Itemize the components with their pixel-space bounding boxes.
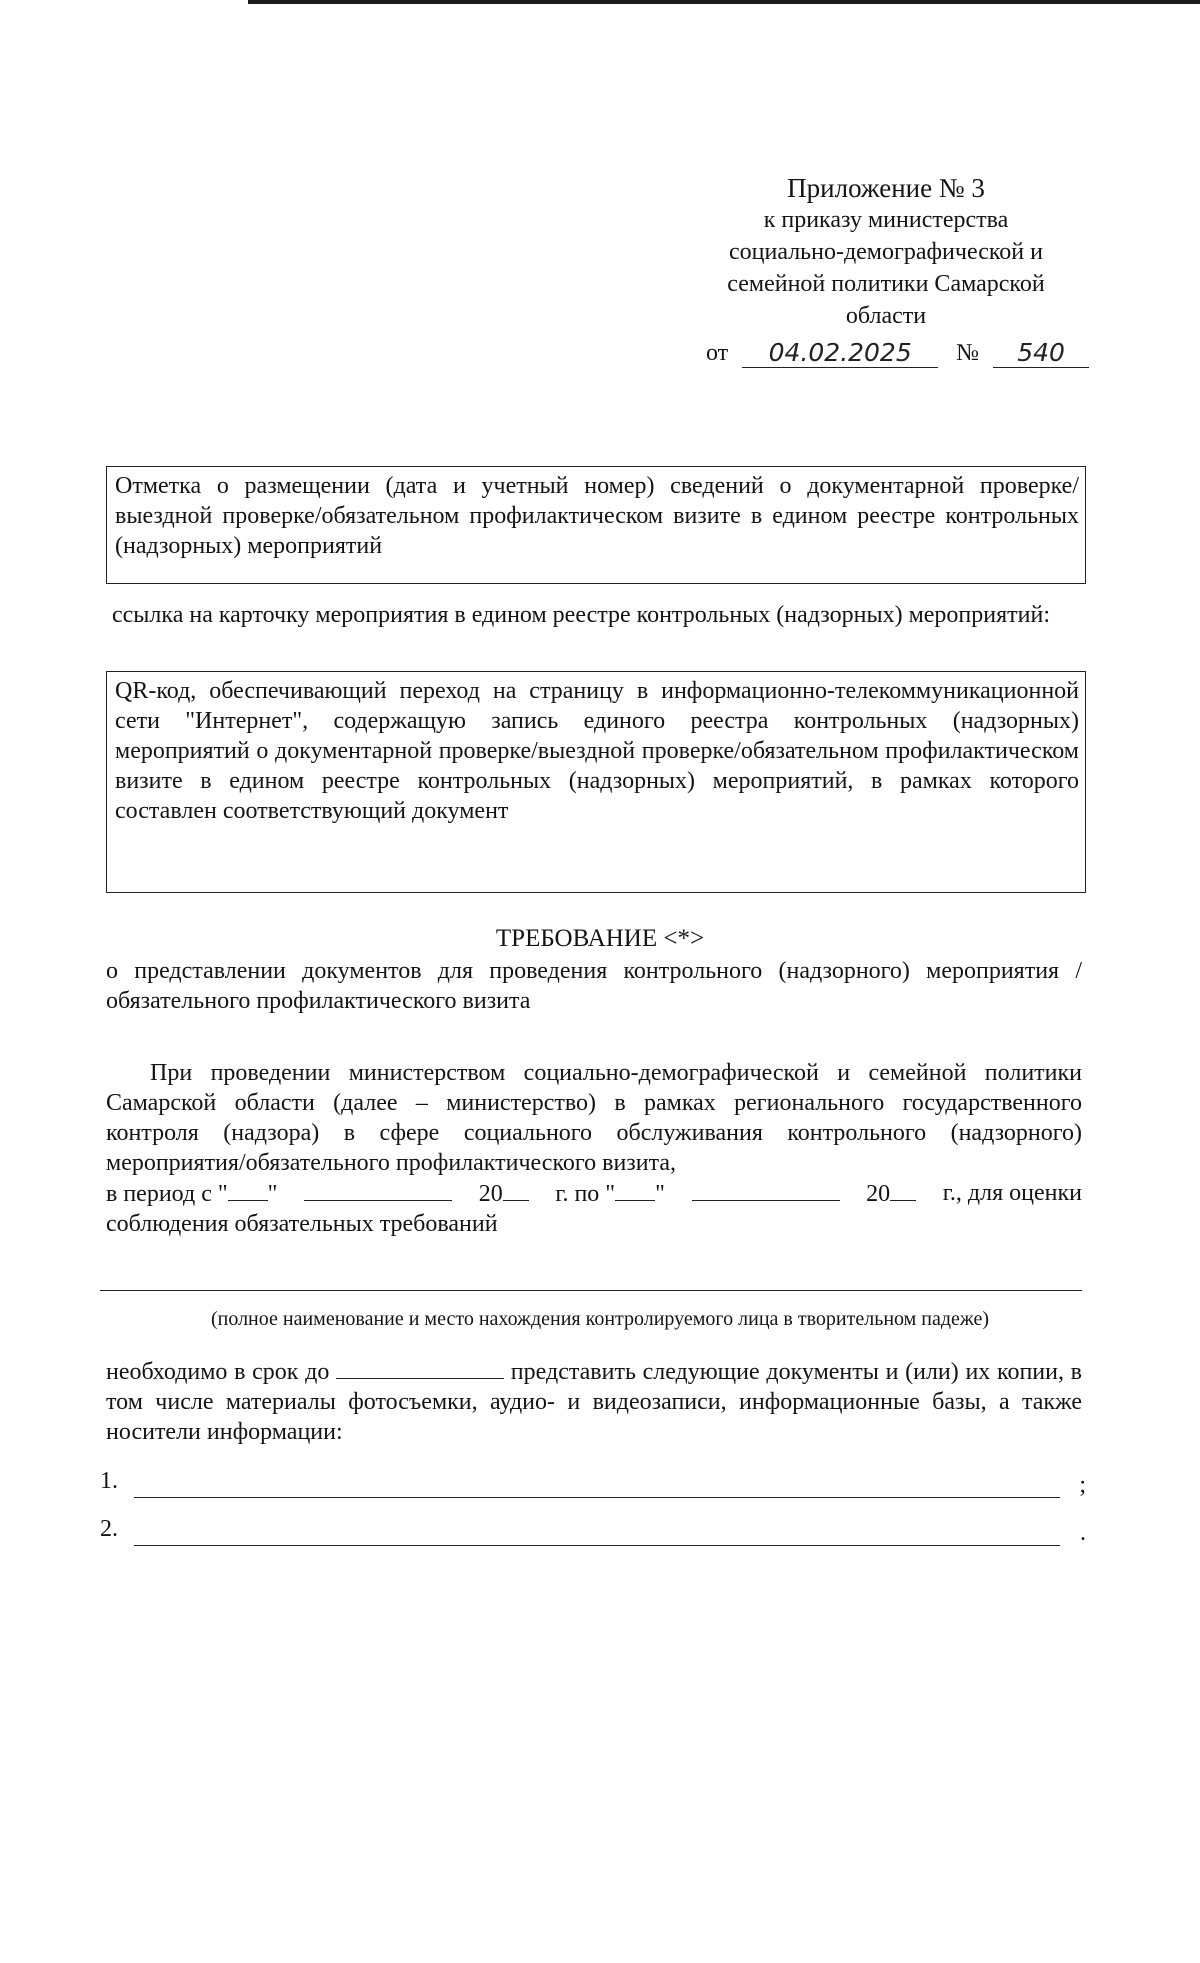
document-subtitle: о представлении документов для проведения контрольного (надзорного) мероприятия /обязательного профилактического визита: [106, 958, 1082, 1014]
document-item-2: [100, 1514, 1086, 1548]
year-prefix-2: 20: [866, 1181, 891, 1207]
qr-code-text: QR-код, обеспечивающий переход на страницу в информационно-телекоммуникационной сети "Интернет", содержащую запись единого реестра контрольных (надзорных) мероприятий о документарной проверке/выездной проверке/обязательном профилактическом визите в едином реестре контрольных (надзорных) мероприятий, в рамках которого составлен соответствующий документ: [115, 678, 1079, 824]
document-item-1: [100, 1466, 1086, 1500]
period-start-label: в период с ": [106, 1181, 228, 1207]
document-item-punct: ;: [1079, 1472, 1086, 1498]
year-prefix-1: 20: [478, 1181, 503, 1207]
year-2: [866, 1178, 916, 1209]
registry-link-text: ссылка на карточку мероприятия в едином реестре контрольных (надзорных) мероприятий:: [112, 602, 1050, 628]
registry-mark-box: [106, 466, 1086, 584]
appendix-order-ref: к приказу министерства: [763, 207, 1009, 233]
day-blank-2: [615, 1178, 655, 1201]
qr-code-box: [106, 671, 1086, 893]
quote-close-2: ": [655, 1181, 665, 1207]
handwritten-date: 04.02.2025: [742, 339, 938, 368]
year-blank-2: [890, 1178, 916, 1201]
number-prefix: №: [956, 340, 980, 366]
day-blank-1: [228, 1178, 268, 1201]
quote-close-1: ": [267, 1181, 278, 1207]
document-item-punct: .: [1080, 1520, 1086, 1546]
deadline-suffix: представить следующие документы и (или) их копии, в том числе материалы фотосъемки, аудио- и видеозаписи, информационные базы, а также носители информации:: [106, 1359, 1083, 1445]
date-prefix: от: [706, 340, 729, 366]
month-blank-2: [692, 1178, 840, 1201]
order-date-number: [706, 338, 1080, 370]
period-from: [106, 1178, 277, 1209]
document-item-line: [134, 1545, 1060, 1546]
period-to: [555, 1178, 665, 1209]
controlled-entity-caption: (полное наименование и место нахождения контролируемого лица в творительном падеже): [210, 1308, 990, 1330]
appendix-ministry-line-2: семейной политики Самарской: [727, 271, 1045, 297]
period-end-label: г., для оценки: [942, 1180, 1082, 1206]
appendix-header: [690, 172, 1082, 332]
document-title: ТРЕБОВАНИЕ <*>: [495, 925, 705, 952]
handwritten-number: 540: [993, 339, 1089, 368]
appendix-ministry-line: социально-демографической и: [728, 239, 1043, 265]
registry-mark-text: Отметка о размещении (дата и учетный номер) сведений о документарной проверке/выездной проверке/обязательном профилактическом визите в едином реестре контрольных (надзорных) мероприятий: [115, 473, 1079, 559]
year-blank-1: [503, 1178, 529, 1201]
month-blank-1: [304, 1178, 452, 1201]
main-paragraph: [106, 1058, 1082, 1178]
deadline-blank: [336, 1356, 504, 1379]
document-item-line: [134, 1497, 1060, 1498]
period-line: [106, 1178, 1082, 1209]
appendix-number: Приложение № 3: [787, 173, 985, 203]
scan-top-edge: [248, 0, 1200, 4]
period-mid-label: г. по ": [555, 1181, 616, 1207]
controlled-entity-line: [100, 1290, 1082, 1291]
document-item-number: 2.: [100, 1516, 118, 1542]
main-paragraph-text: При проведении министерством социально-демографической и семейной политики Самарской области (далее – министерство) в рамках регионального государственного контроля (надзора) в сфере социального обслуживания контрольного (надзорного) мероприятия/обязательного профилактического визита,: [106, 1060, 1082, 1176]
period-paragraph: [106, 1178, 1082, 1239]
deadline-prefix: необходимо в срок до: [106, 1359, 330, 1385]
deadline-paragraph: [106, 1356, 1082, 1447]
appendix-region: области: [845, 303, 927, 329]
year-1: [479, 1178, 529, 1209]
period-tail: соблюдения обязательных требований: [106, 1211, 498, 1237]
document-item-number: 1.: [100, 1468, 118, 1494]
